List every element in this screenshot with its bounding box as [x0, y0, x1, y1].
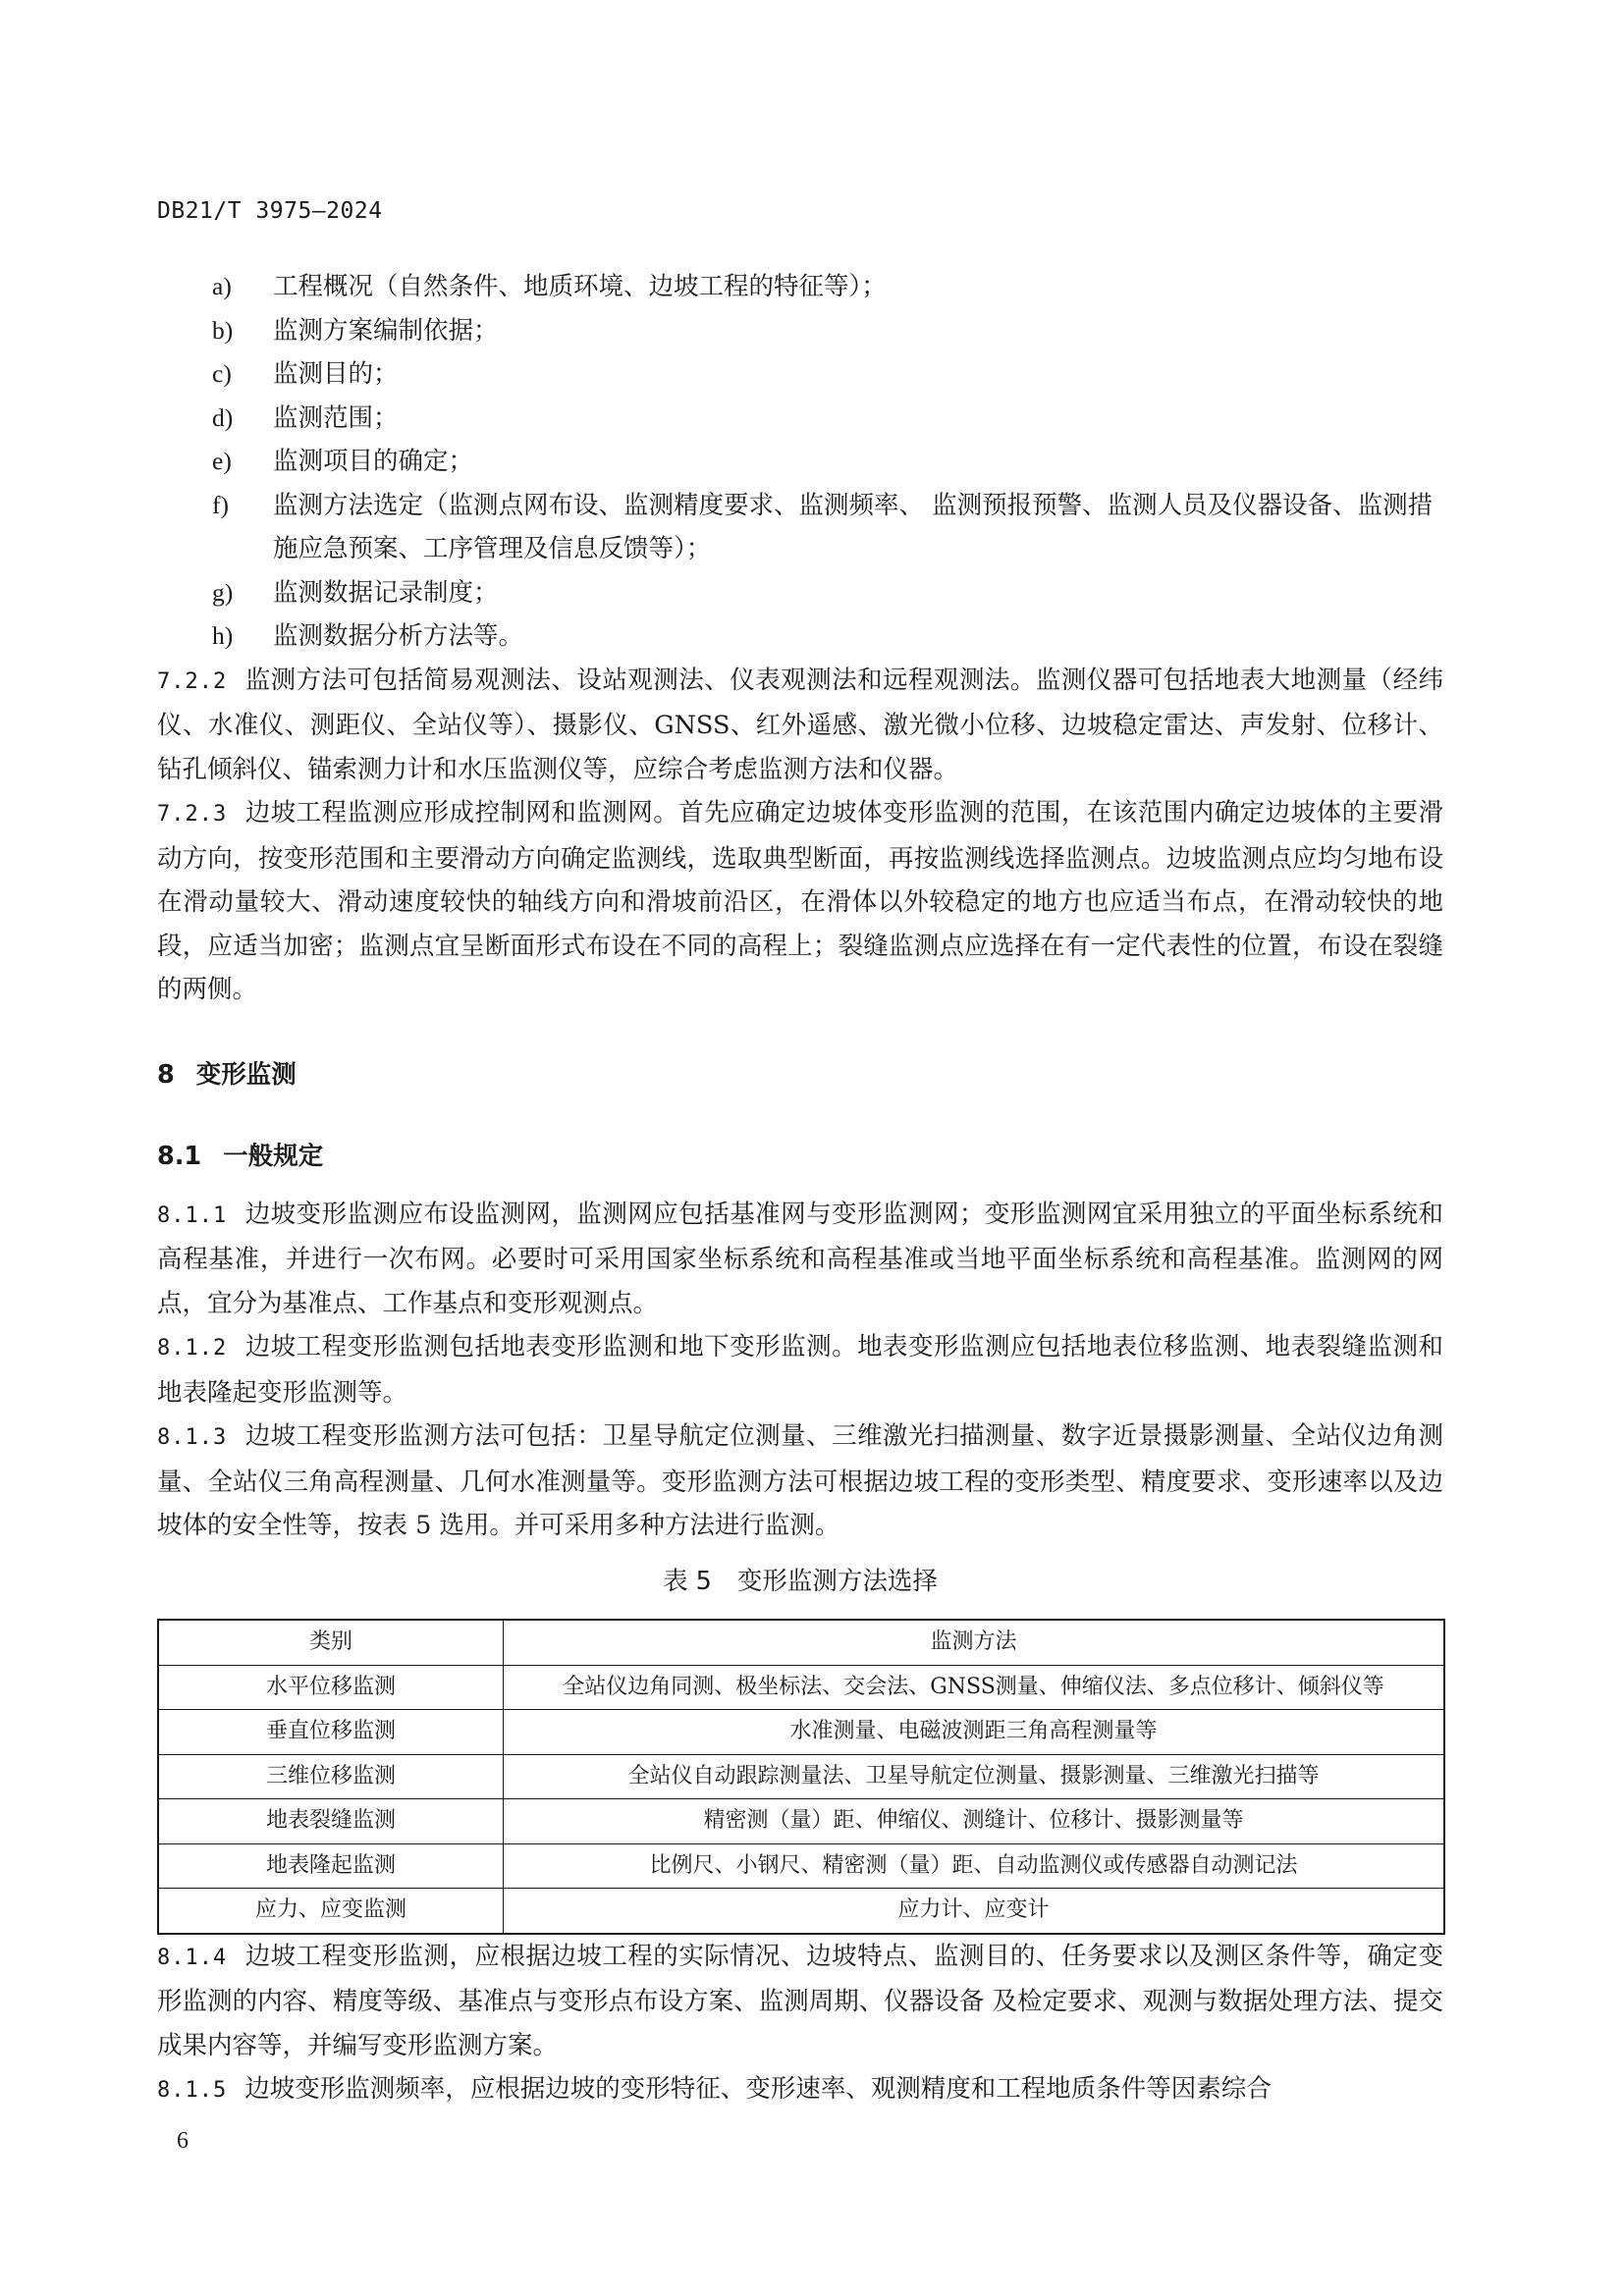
- section-title: 一般规定: [223, 1142, 324, 1171]
- clause-7-2-3: [157, 791, 1443, 1012]
- list-item-e: [157, 440, 1443, 484]
- chapter-title: 变形监测: [195, 1059, 297, 1090]
- clause-8-1-4: [157, 1935, 1443, 2068]
- table-caption-title: 变形监测方法选择: [736, 1566, 938, 1596]
- list-item-label: b): [212, 315, 234, 345]
- table-cell-category: 垂直位移监测: [158, 1710, 504, 1755]
- chapter-number: 8: [157, 1059, 175, 1090]
- page-content: [157, 265, 1443, 2113]
- clause-text: 边坡变形监测应布设监测网，监测网应包括基准网与变形监测网；变形监测网宜采用独立的平面坐标系统和高程基准，并进行一次布网。必要时可采用国家坐标系统和高程基准或当地平面坐标系统和高程基准。监测网的网点，宜分为基准点、工作基点和变形观测点。: [157, 1199, 1443, 1318]
- clause-text: 边坡工程变形监测，应根据边坡工程的实际情况、边坡特点、监测目的、任务要求以及测区条件等，确定变形监测的内容、精度等级、基准点与变形点布设方案、监测周期、仪器设备 及检定要求、观测与数据处理方法、提交成果内容等，并编写变形监测方案。: [157, 1941, 1443, 2060]
- clause-number: 8.1.4: [157, 1945, 228, 1970]
- clause-7-2-2: [157, 659, 1443, 792]
- clause-number: 8.1.3: [157, 1425, 228, 1450]
- chapter-heading: [157, 1053, 1443, 1097]
- list-item-a: [157, 265, 1443, 309]
- list-item-d: [157, 397, 1443, 441]
- clause-8-1-2: [157, 1325, 1443, 1415]
- table-cell-category: 地表裂缝监测: [158, 1799, 504, 1844]
- clause-number: 7.2.2: [157, 668, 228, 694]
- list-item-label: a): [212, 272, 232, 300]
- clause-8-1-3: [157, 1415, 1443, 1548]
- list-item-h: [157, 614, 1443, 659]
- list-item-label: f): [212, 490, 229, 519]
- list-item-text: 监测目的；: [273, 359, 399, 389]
- clause-8-1-5: [157, 2067, 1443, 2113]
- list-item-label: h): [212, 621, 234, 650]
- clause-text: 边坡工程监测应形成控制网和监测网。首先应确定边坡体变形监测的范围，在该范围内确定边坡体的主要滑动方向，按变形范围和主要滑动方向确定监测线，选取典型断面，再按监测线选择监测点。边坡监测点应均匀地布设在滑动量较大、滑动速度较快的轴线方向和滑坡前沿区，在滑体以外较稳定的地方也应适当布点，在滑动较快的地段，应适当加密；监测点宜呈断面形式布设在不同的高程上；裂缝监测点应选择在有一定代表性的位置，布设在裂缝的两侧。: [157, 798, 1443, 1004]
- list-item-text: 监测范围；: [273, 402, 399, 433]
- list-item-label: g): [212, 577, 234, 607]
- list-item-f: [157, 484, 1443, 571]
- section-number: 8.1: [157, 1142, 202, 1171]
- table-cell-category: 地表隆起监测: [158, 1843, 504, 1889]
- table-header-method: 监测方法: [504, 1620, 1445, 1665]
- table-row: [158, 1799, 1444, 1844]
- table-row: [158, 1754, 1444, 1799]
- table-cell-category: 三维位移监测: [158, 1754, 504, 1799]
- document-code-header: DB21/T 3975—2024: [157, 198, 383, 224]
- list-item-text: 监测方法选定（监测点网布设、监测精度要求、监测频率、 监测预报预警、监测人员及仪器设备、监测措施应急预案、工序管理及信息反馈等）；: [273, 490, 1434, 563]
- table-cell-category: 应力、应变监测: [158, 1889, 504, 1934]
- list-item-c: [157, 352, 1443, 397]
- table-header-category: 类别: [158, 1620, 504, 1665]
- clause-number: 8.1.2: [157, 1336, 228, 1361]
- table-cell-method: 全站仪边角同测、极坐标法、交会法、GNSS测量、伸缩仪法、多点位移计、倾斜仪等: [504, 1665, 1445, 1710]
- table-row: [158, 1843, 1444, 1889]
- table-cell-method: 全站仪自动跟踪测量法、卫星导航定位测量、摄影测量、三维激光扫描等: [504, 1754, 1445, 1799]
- table-cell-method: 应力计、应变计: [504, 1889, 1445, 1934]
- table-cell-category: 水平位移监测: [158, 1665, 504, 1710]
- table-cell-method: 比例尺、小钢尺、精密测（量）距、自动监测仪或传感器自动测记法: [504, 1843, 1445, 1889]
- clause-8-1-1: [157, 1193, 1443, 1326]
- table-cell-method: 精密测（量）距、伸缩仪、测缝计、位移计、摄影测量等: [504, 1799, 1445, 1844]
- clause-number: 8.1.1: [157, 1202, 228, 1228]
- table-header-row: [158, 1620, 1444, 1665]
- clause-text: 监测方法可包括简易观测法、设站观测法、仪表观测法和远程观测法。监测仪器可包括地表大地测量（经纬仪、水准仪、测距仪、全站仪等）、摄影仪、GNSS、红外遥感、激光微小位移、边坡稳定雷达、声发射、位移计、钻孔倾斜仪、锚索测力计和水压监测仪等，应综合考虑监测方法和仪器。: [157, 665, 1443, 784]
- table-caption-number: 表 5: [663, 1566, 712, 1596]
- clause-text: 边坡工程变形监测方法可包括：卫星导航定位测量、三维激光扫描测量、数字近景摄影测量、全站仪边角测量、全站仪三角高程测量、几何水准测量等。变形监测方法可根据边坡工程的变形类型、精度要求、变形速率以及边坡体的安全性等，按表 5 选用。并可采用多种方法进行监测。: [157, 1421, 1443, 1540]
- list-item-b: [157, 309, 1443, 353]
- plan-content-list: [157, 265, 1443, 659]
- section-heading: [157, 1135, 1443, 1179]
- table-cell-method: 水准测量、电磁波测距三角高程测量等: [504, 1710, 1445, 1755]
- list-item-text: 监测项目的确定；: [273, 447, 474, 476]
- list-item-text: 监测数据分析方法等。: [273, 621, 524, 651]
- clause-number: 7.2.3: [157, 802, 228, 827]
- list-item-label: d): [212, 402, 234, 432]
- list-item-g: [157, 571, 1443, 615]
- clause-number: 8.1.5: [157, 2078, 228, 2103]
- clause-text: 边坡变形监测频率，应根据边坡的变形特征、变形速率、观测精度和工程地质条件等因素综合: [244, 2074, 1272, 2104]
- list-item-text: 监测数据记录制度；: [273, 577, 499, 608]
- list-item-label: e): [212, 447, 232, 475]
- table-row: [158, 1889, 1444, 1934]
- table-row: [158, 1665, 1444, 1710]
- table-caption: [157, 1560, 1443, 1604]
- list-item-text: 工程概况（自然条件、地质环境、边坡工程的特征等）；: [273, 272, 887, 301]
- clause-text: 边坡工程变形监测包括地表变形监测和地下变形监测。地表变形监测应包括地表位移监测、地表裂缝监测和地表隆起变形监测等。: [157, 1332, 1443, 1408]
- page-number: 6: [177, 2128, 189, 2154]
- list-item-text: 监测方案编制依据；: [273, 315, 499, 346]
- deformation-methods-table: [157, 1619, 1445, 1935]
- list-item-label: c): [212, 359, 232, 388]
- table-row: [158, 1710, 1444, 1755]
